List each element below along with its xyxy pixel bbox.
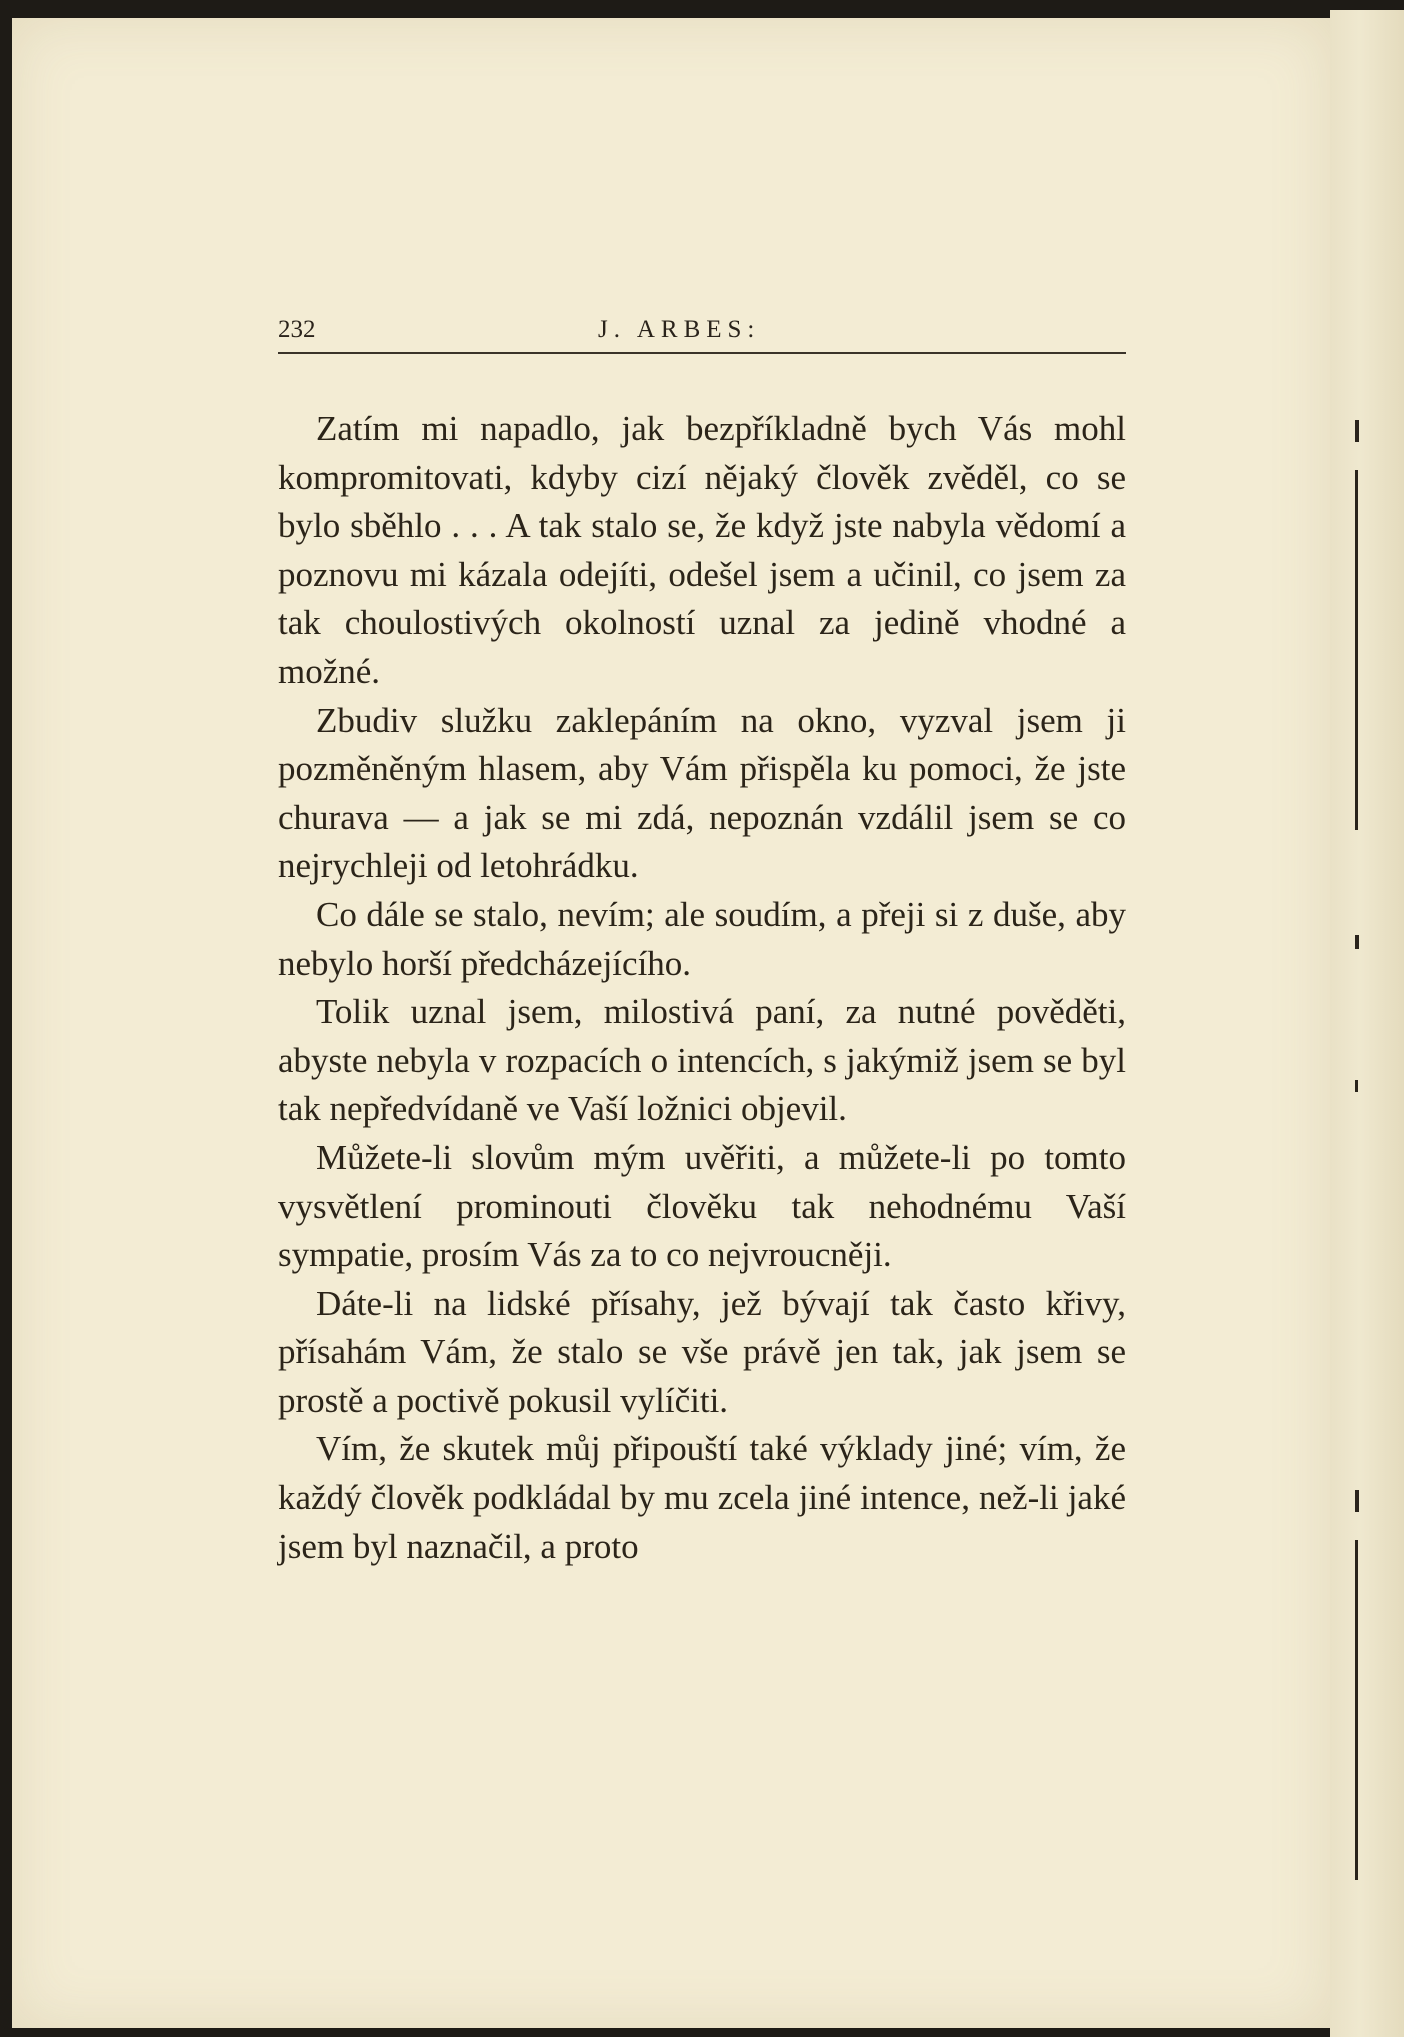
paragraph-5: Můžete-li slovům mým uvěřiti, a můžete-li po tomto vysvětlení prominouti člověku tak nehodnému Vaší sympatie, prosím Vás za to co nejvroucněji. — [278, 1137, 1126, 1275]
paragraph-2: Zbudiv služku zaklepáním na okno, vyzval jsem ji pozměněným hlasem, aby Vám přispěla ku pomoci, že jste churava — a jak se mi zdá, nepoznán vzdálil jsem se co nejrychleji od letohrádku. — [278, 700, 1126, 886]
running-head-author: J. ARBES: — [598, 316, 761, 343]
paragraph-7: Vím, že skutek můj připouští také výklady jiné; vím, že každý člověk podkládal by mu zcela jiné intence, než-li jaké jsem byl naznačil, a proto — [278, 1429, 1126, 1566]
paragraph-1: Zatím mi napadlo, jak bezpříkladně bych Vás mohl kompromitovati, kdyby cizí nějaký člověk zvěděl, co se bylo sběhlo . . . A tak stalo se, že když jste nabyla vědomí a poznovu mi kázala odejíti, odešel jsem a učinil, co jsem za tak choulostivých okolností uznal za jedině vhodné a možné. — [278, 409, 1126, 691]
page-edge — [1330, 10, 1404, 2037]
edge-marks — [1355, 380, 1363, 1880]
paragraph-4: Tolik uznal jsem, milostivá paní, za nutné pověděti, abyste nebyla v rozpacích o intencích, s jakýmiž jsem se byl tak nepředvídaně ve Vaší ložnici objevil. — [278, 992, 1126, 1129]
page-number: 232 — [278, 316, 316, 343]
body-text — [278, 405, 1126, 1571]
paragraph-3: Co dále se stalo, nevím; ale soudím, a přeji si z duše, aby nebylo horší předcházejícího. — [278, 894, 1126, 983]
running-head — [278, 316, 1126, 354]
paragraph-6: Dáte-li na lidské přísahy, jež bývají tak často křivy, přísahám Vám, že stalo se vše právě jen tak, jak jsem se prostě a poctivě pokusil vylíčiti. — [278, 1283, 1126, 1420]
